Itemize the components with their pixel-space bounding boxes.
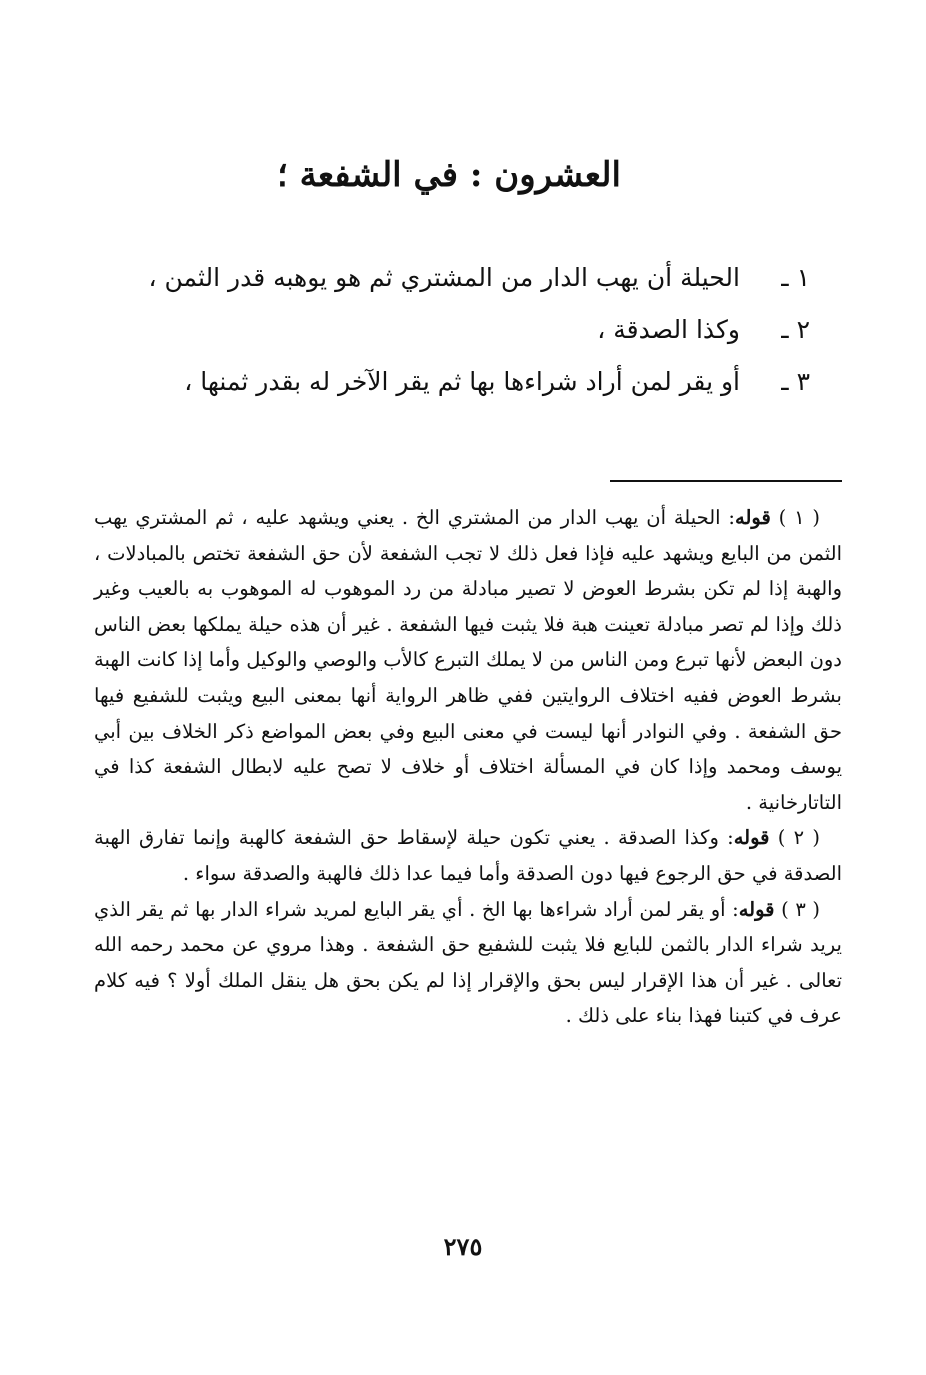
footnote-marker: ( ١ ) — [778, 506, 821, 529]
rule-text: أو يقر لمن أراد شراءها بها ثم يقر الآخر له بقدر ثمنها ، — [184, 367, 740, 396]
rule-number: ٢ ـ — [781, 315, 810, 344]
footnote — [94, 820, 842, 891]
footnote-lead: قوله — [734, 506, 771, 529]
footnote-text: : الحيلة أن يهب الدار من المشتري الخ . يعني ويشهد عليه ، ثم المشتري يهب الثمن من البايع ويشهد عليه فإذا فعل ذلك لا تجب الشفعة لأن حق الشفعة تختص بالمبادلات ، والهبة إذا لم تكن بشرط العوض لا تصير مبادلة من رد الموهوب له الموهوب به بالعيب وغير ذلك وإذا لم تصر مبادلة تعينت هبة فلا يثبت فيها الشفعة . غير أن هذه حيلة يملكها بعض الناس دون البعض لأنها تبرع ومن الناس من لا يملك التبرع كالأب والوصي والوكيل وأما إذا كانت الهبة بشرط العوض ففيه اختلاف الروايتين ففي ظاهر الرواية أنها بمعنى البيع ويثبت للشفيع فيها حق الشفعة . وفي النوادر أنها ليست في معنى البيع وفي بعض المواضع ذكر الخلاف بين أبي يوسف ومحمد وإذا كان في المسألة اختلاف أو خلاف لا تصح عليه لابطال الشفعة كذا في التاتارخانية . — [94, 506, 842, 814]
rule-text: وكذا الصدقة ، — [597, 315, 740, 344]
rule-text: الحيلة أن يهب الدار من المشتري ثم هو يوهبه قدر الثمن ، — [148, 263, 740, 292]
page-number: ٢٧٥ — [443, 1232, 483, 1261]
footnotes — [94, 500, 842, 1034]
rule-number: ٣ ـ — [781, 367, 810, 396]
footnote — [94, 892, 842, 1034]
rule-item — [130, 304, 810, 356]
footnote-divider — [610, 480, 842, 482]
footnote-marker: ( ٢ ) — [777, 826, 820, 850]
rule-list — [130, 252, 810, 408]
footnote — [94, 500, 842, 820]
rule-item — [130, 356, 810, 408]
rule-number: ١ ـ — [781, 263, 810, 292]
footnote-lead: قوله — [738, 897, 775, 921]
chapter-title: العشرون : في الشفعة ؛ — [277, 155, 621, 195]
rule-item — [130, 252, 810, 304]
footnote-marker: ( ٣ ) — [781, 897, 820, 921]
footnote-text: : أو يقر لمن أراد شراءها بها الخ . أي يقر البايع لمريد شراء الدار بها ثم يقر الذي يريد شراء الدار بالثمن للبايع فلا يثبت للشفيع حق الشفعة . وهذا مروي عن محمد رحمه الله تعالى . غير أن هذا الإقرار ليس بحق والإقرار إذا لم يكن بحق هل ينقل الملك أولا ؟ فيه كلام عرف في كتبنا فهذا بناء على ذلك . — [94, 897, 842, 1028]
footnote-lead: قوله — [733, 826, 770, 850]
footnote-text: : وكذا الصدقة . يعني تكون حيلة لإسقاط حق الشفعة كالهبة وإنما تفارق الهبة الصدقة في حق الرجوع فيها دون الصدقة وأما فيما عدا ذلك فالهبة والصدقة سواء . — [94, 826, 842, 885]
